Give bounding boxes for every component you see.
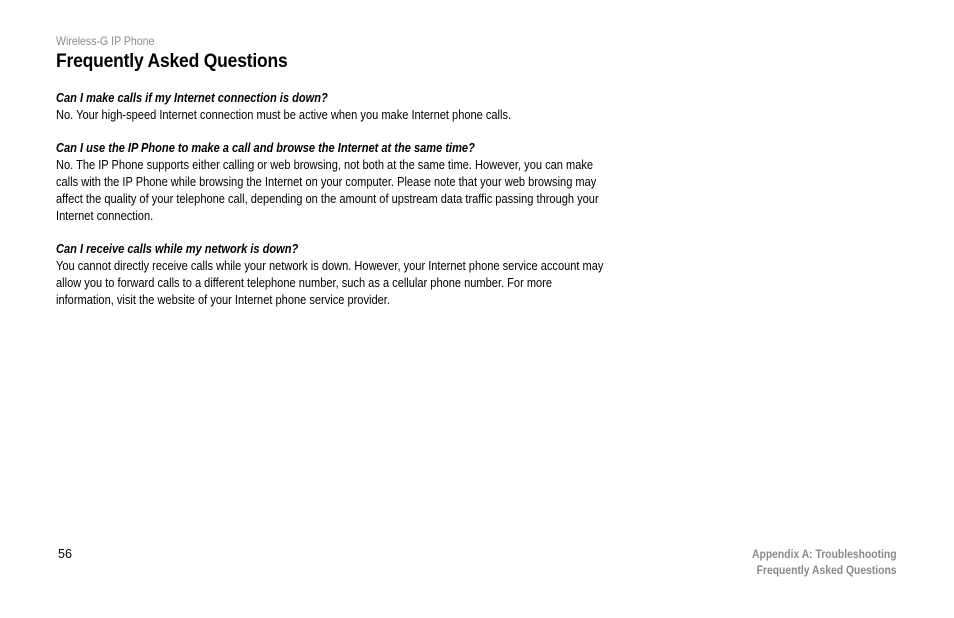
footer-subsection: Frequently Asked Questions	[757, 565, 897, 577]
faq-item	[56, 241, 660, 309]
footer-section-label	[752, 547, 897, 579]
answer-line: calls with the IP Phone while browsing the Internet on your computer. Please note that your web browsing may	[56, 175, 597, 189]
answer-line: No. Your high-speed Internet connection must be active when you make Internet phone calls.	[56, 108, 512, 122]
answer-line: Internet connection.	[56, 209, 154, 223]
faq-question: Can I make calls if my Internet connection is down?	[56, 91, 328, 105]
faq-section	[56, 90, 660, 325]
answer-line: information, visit the website of your Internet phone service provider.	[56, 293, 390, 307]
running-header: Wireless-G IP Phone	[56, 34, 155, 48]
faq-answer	[56, 157, 660, 225]
faq-question: Can I use the IP Phone to make a call and browse the Internet at the same time?	[56, 141, 475, 155]
faq-answer	[56, 258, 660, 309]
faq-item	[56, 140, 660, 225]
faq-answer	[56, 107, 660, 124]
faq-question: Can I receive calls while my network is down?	[56, 242, 299, 256]
answer-line: You cannot directly receive calls while your network is down. However, your Internet phone service account may	[56, 259, 604, 273]
answer-line: allow you to forward calls to a different telephone number, such as a cellular phone number. For more	[56, 276, 553, 290]
faq-item	[56, 90, 660, 124]
page-number: 56	[58, 547, 72, 561]
answer-line: affect the quality of your telephone call, depending on the amount of upstream data traffic passing through your	[56, 192, 599, 206]
footer-section: Appendix A: Troubleshooting	[752, 549, 897, 561]
page-title: Frequently Asked Questions	[56, 51, 288, 72]
answer-line: No. The IP Phone supports either calling or web browsing, not both at the same time. However, you can make	[56, 158, 594, 172]
